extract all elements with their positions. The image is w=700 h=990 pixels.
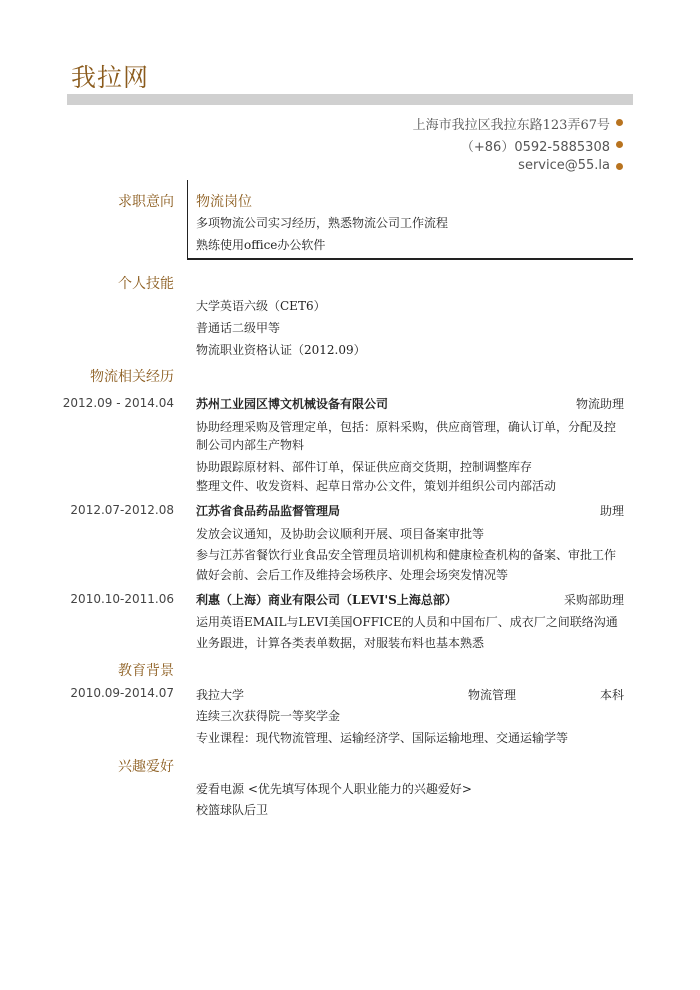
section-title-education: 教育背景 <box>118 663 174 679</box>
objective-line: 多项物流公司实习经历，熟悉物流公司工作流程 <box>196 216 449 230</box>
skill-item: 大学英语六级（CET6） <box>196 299 326 313</box>
objective-line: 熟练使用office办公软件 <box>196 238 326 252</box>
resume-name: 我拉网 <box>71 63 150 92</box>
education-line: 连续三次获得院一等奖学金 <box>196 709 341 723</box>
experience-role: 助理 <box>599 504 624 518</box>
section-title-hobbies: 兴趣爱好 <box>118 759 174 775</box>
experience-company: 苏州工业园区博文机械设备有限公司 <box>196 397 389 411</box>
objective-left-border <box>187 180 188 260</box>
experience-line: 协助经理采购及管理定单，包括：原料采购，供应商管理，确认订单，分配及控 <box>196 420 617 434</box>
education-date: 2010.09-2014.07 <box>70 686 174 700</box>
experience-company: 利惠（上海）商业有限公司（LEVI'S上海总部） <box>196 593 457 607</box>
skill-item: 物流职业资格认证（2012.09） <box>196 343 366 357</box>
bullet-dot-icon <box>616 163 623 170</box>
experience-line: 整理文件、收发资料、起草日常办公文件，策划并组织公司内部活动 <box>196 479 557 493</box>
section-title-experience: 物流相关经历 <box>90 369 174 385</box>
experience-line: 做好会前、会后工作及维持会场秩序、处理会场突发情况等 <box>196 568 509 582</box>
section-title-objective: 求职意向 <box>118 194 174 210</box>
objective-bottom-border <box>187 258 633 260</box>
experience-role: 采购部助理 <box>563 593 624 607</box>
experience-date: 2012.07-2012.08 <box>70 503 174 517</box>
header-bar <box>67 94 633 105</box>
education-school: 我拉大学 <box>196 688 245 702</box>
experience-line: 发放会议通知，及协助会议顺利开展、项目备案审批等 <box>196 527 485 541</box>
experience-line: 制公司内部生产物料 <box>196 438 305 452</box>
experience-company: 江苏省食品药品监督管理局 <box>196 504 341 518</box>
experience-role: 物流助理 <box>575 397 624 411</box>
experience-line: 协助跟踪原材料、部件订单，保证供应商交货期，控制调整库存 <box>196 460 533 474</box>
skill-item: 普通话二级甲等 <box>196 321 281 335</box>
education-line: 专业课程：现代物流管理、运输经济学、国际运输地理、交通运输学等 <box>196 731 569 745</box>
contact-phone: （+86）0592-5885308 <box>460 140 610 155</box>
hobby-item: 爱看电源 <优先填写体现个人职业能力的兴趣爱好> <box>196 782 472 796</box>
section-title-skills: 个人技能 <box>118 276 174 292</box>
contact-address: 上海市我拉区我拉东路123弄67号 <box>412 118 610 133</box>
hobby-item: 校篮球队后卫 <box>196 803 269 817</box>
objective-title: 物流岗位 <box>196 194 252 210</box>
experience-line: 参与江苏省餐饮行业食品安全管理员培训机构和健康检查机构的备案、审批工作 <box>196 548 617 562</box>
experience-date: 2012.09 - 2014.04 <box>62 396 174 410</box>
experience-line: 业务跟进，计算各类表单数据，对服装布料也基本熟悉 <box>196 636 485 650</box>
contact-email: service@55.la <box>518 158 610 173</box>
experience-date: 2010.10-2011.06 <box>70 592 174 606</box>
experience-line: 运用英语EMAIL与LEVI美国OFFICE的人员和中国布厂、成衣厂之间联络沟通 <box>196 615 618 629</box>
education-degree: 本科 <box>599 688 624 702</box>
bullet-dot-icon <box>616 141 623 148</box>
education-major: 物流管理 <box>468 688 517 702</box>
bullet-dot-icon <box>616 119 623 126</box>
